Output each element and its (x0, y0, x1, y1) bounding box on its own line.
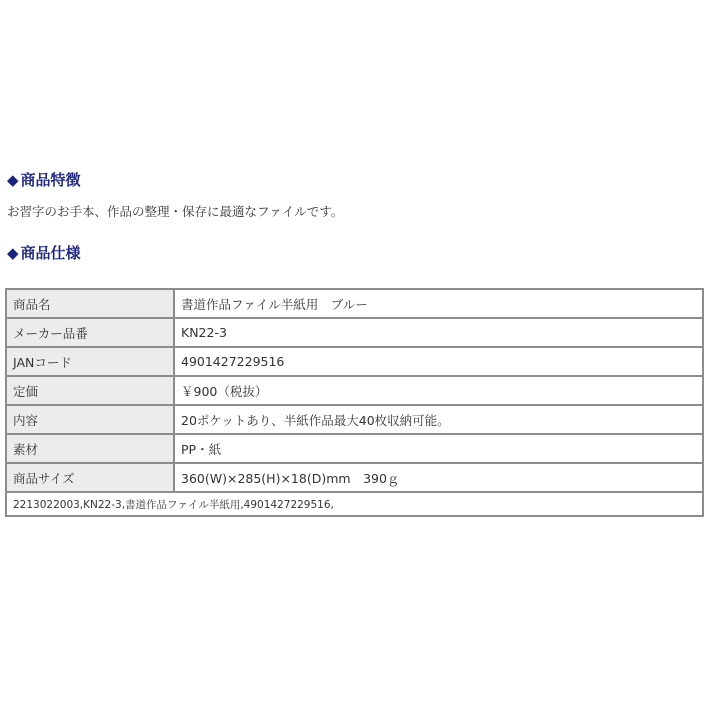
table-row (6, 492, 703, 516)
spec-value-contents: 20ポケットあり、半紙作品最大40枚収納可能。 (174, 405, 703, 434)
table-row (6, 376, 703, 405)
feature-heading (7, 169, 81, 190)
spec-label-contents: 内容 (6, 405, 174, 434)
spec-label-jan-code: JANコード (6, 347, 174, 376)
spec-label-material: 素材 (6, 434, 174, 463)
diamond-bullet-icon: ◆ (7, 244, 19, 262)
spec-value-jan-code: 4901427229516 (174, 347, 703, 376)
spec-label-model-number: メーカー品番 (6, 318, 174, 347)
spec-value-material: PP・紙 (174, 434, 703, 463)
diamond-bullet-icon: ◆ (7, 171, 19, 189)
table-row (6, 289, 703, 318)
table-row (6, 347, 703, 376)
spec-heading (7, 242, 81, 263)
spec-label-product-size: 商品サイズ (6, 463, 174, 492)
table-row (6, 434, 703, 463)
spec-heading-text: 商品仕様 (20, 244, 81, 262)
spec-label-product-name: 商品名 (6, 289, 174, 318)
feature-description: お習字のお手本、作品の整理・保存に最適なファイルです。 (7, 204, 344, 219)
spec-value-product-name: 書道作品ファイル半紙用 ブルー (174, 289, 703, 318)
table-row (6, 318, 703, 347)
spec-value-product-size: 360(W)×285(H)×18(D)mm 390ｇ (174, 463, 703, 492)
footer-codes: 2213022003,KN22-3,書道作品ファイル半紙用,4901427229516, (6, 492, 703, 516)
spec-label-list-price: 定価 (6, 376, 174, 405)
feature-heading-text: 商品特徴 (20, 171, 81, 189)
spec-table (5, 288, 704, 517)
spec-value-list-price: ￥900（税抜） (174, 376, 703, 405)
table-row (6, 463, 703, 492)
spec-value-model-number: KN22-3 (174, 318, 703, 347)
table-row (6, 405, 703, 434)
